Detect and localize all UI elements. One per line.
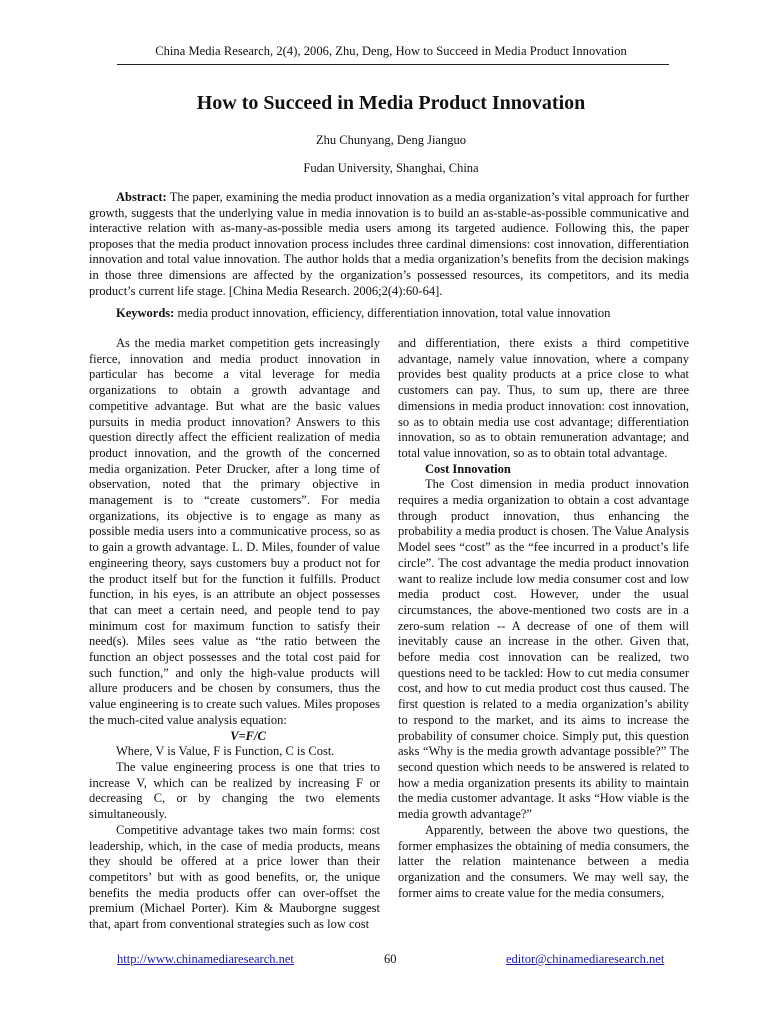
right-column <box>398 336 689 901</box>
abstract <box>89 190 689 299</box>
left-paragraph-3: Competitive advantage takes two main forms: cost leadership, which, in the case of media products, means they should be offered at a price lower than their competitors’ but with as good benefits, or, the unique benefits the media products offer can over-offset the premium (Michael Porter). Kim & Mauborgne suggest that, apart from conventional strategies such as low cost <box>89 822 380 932</box>
header-rule <box>117 64 669 65</box>
keywords <box>89 306 689 322</box>
left-column <box>89 336 380 933</box>
abstract-text: The paper, examining the media product innovation as a media organization’s vital approach for further growth, suggests that the underlying value in media innovation is to build an as-stable-as-possible communicative and interactive relation with as-many-as-possible media users among its targeted audience. Following this, the paper proposes that the media product innovation process includes three cardinal dimensions: cost innovation, differentiation innovation and total value innovation. The author holds that a media organization’s benefits from the decision makings in those three dimensions are affected by the organization’s possessed resources, its competitors, and its media product’s current life stage. [China Media Research. 2006;2(4):60-64]. <box>89 190 689 298</box>
page-number: 60 <box>384 952 397 966</box>
keywords-text: media product innovation, efficiency, differentiation innovation, total value innovation <box>177 306 611 320</box>
right-paragraph-3: Apparently, between the above two questions, the former emphasizes the obtaining of media consumers, the latter the relation maintenance between a media organization and the consumers. We may well say, the former aims to create value for the media consumers, <box>398 822 689 900</box>
value-equation: V=F/C <box>230 728 266 743</box>
running-head: China Media Research, 2(4), 2006, Zhu, Deng, How to Succeed in Media Product Innovation <box>155 44 627 58</box>
paper-title: How to Succeed in Media Product Innovation <box>196 92 586 114</box>
left-paragraph-1: As the media market competition gets increasingly fierce, innovation and media product innovation in particular has become a vital leverage for media organizations to obtain a growth advantage and competitive advantage. But what are the basic values pursuits in media product innovation? Answers to this question directly affect the efficient realization of media product innovation, and the growth of the concerned media organization. Peter Drucker, after a long time of observation, noted that the primary objective in management is to “create customers”. For media organizations, its objective is to engage as many as possible media users into a communicative process, so as to gain a growth advantage. L. D. Miles, founder of value engineering theory, says customers buy a product not for the product itself but for the function it fulfills. Product function, in his eyes, is an attribute an object possesses that can meet a certain need, and people tend to pay minimum cost for maximum function to satisfy their need(s). Miles sees value as “the ratio between the function an object possesses and the total cost paid for such function,” and only the high-value products will allure producers and be chosen by consumers, thus the value engineering is to create such values. Miles proposes the much-cited value analysis equation: <box>89 336 380 727</box>
editor-email-link[interactable]: editor@chinamediaresearch.net <box>506 952 665 966</box>
equation-note: Where, V is Value, F is Function, C is Cost. <box>116 744 335 759</box>
authors: Zhu Chunyang, Deng Jianguo <box>316 133 466 147</box>
keywords-label: Keywords: <box>116 306 175 320</box>
affiliation: Fudan University, Shanghai, China <box>303 161 479 175</box>
right-paragraph-1: and differentiation, there exists a third competitive advantage, namely value innovation, where a company provides best quality products at a price close to what customers can pay. Thus, to sum up, there are three dimensions in media product innovation: cost innovation, so as to obtain media use cost advantage; differentiation innovation, so as to obtain remuneration advantage; and total value innovation, so as to obtain total advantage. <box>398 336 689 460</box>
section-heading-cost-innovation: Cost Innovation <box>425 461 511 476</box>
right-paragraph-2: The Cost dimension in media product innovation requires a media organization to obtain a cost advantage through product innovation, thus enhancing the probability a media product is chosen. The Value Analysis Model sees “cost” as the “fee incurred in a product’s life circle”. The cost advantage the media product innovation want to realize include low media consumer cost and low media product cost. However, under the usual circumstances, the above-mentioned two costs are in a zero-sum relation -- A decrease of one of them will inevitably cause an increase in the other. Given that, before media cost innovation can be realized, two questions need to be tackled: How to cut media consumer cost, and how to cut media product cost thus caused. The first question is related to a media organization’s ability to respond to the market, and its aims to increase the probability of consumer choice. Simply put, this question asks “Why is the media growth advantage possible?” The second question which needs to be answered is related to how a media organization presents its ability to maintain the media customer advantage. It asks “How viable is the media growth advantage?” <box>398 477 689 822</box>
abstract-label: Abstract: <box>116 190 167 204</box>
website-link[interactable]: http://www.chinamediaresearch.net <box>117 952 294 966</box>
left-paragraph-2: The value engineering process is one that tries to increase V, which can be realized by increasing F or decreasing C, or by changing the two elements simultaneously. <box>89 759 380 822</box>
